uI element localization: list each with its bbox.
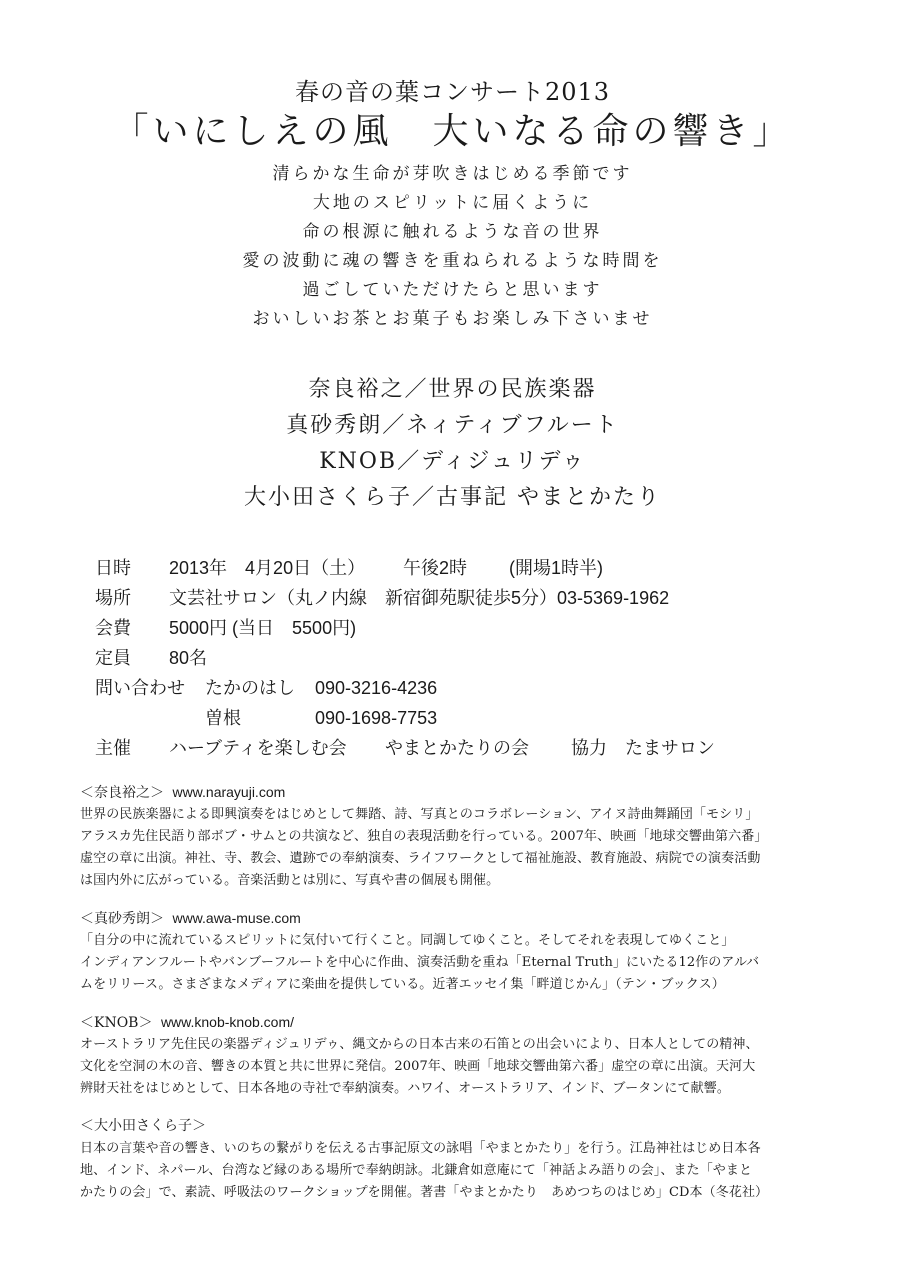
profile-url[interactable]: www.narayuji.com [172,784,286,800]
date-value: 2013年 4月20日（土） [169,558,366,578]
door-open-value: (開場1時半) [509,558,603,578]
fee-row [95,613,875,643]
performer-item: 真砂秀朗／ネィティブフルート [286,413,619,438]
host-label: 主催 [95,738,131,758]
profile-name: ＜大小田さくら子＞ [80,1118,206,1134]
profile-text: インディアンフルートやバンブーフルートを中心に作曲、演奏活動を重ね「Eternal Truth」にいたる12作のアルバ [80,955,760,970]
venue-label: 場所 [95,588,131,608]
profile-text: 地、インド、ネパール、台湾など縁のある場所で奉納朗詠。北鎌倉如意庵にて「神話よみ語りの会」、また「やまと [80,1163,753,1178]
profile-masago [80,906,840,996]
concert-title: 「いにしえの風 大いなる命の響き」 [112,111,793,152]
contact-name: 曽根 [205,708,241,728]
profile-text: 「自分の中に流れているスピリットに気付いて行くこと。同調してゆくこと。そしてそれを表現してゆくこと」 [80,933,735,948]
profile-text: 辨財天社をはじめとして、日本各地の寺社で奉納演奏。ハワイ、オーストラリア、インド、ブータンにて献響。 [80,1081,730,1096]
intro-text [0,160,905,334]
profile-url[interactable]: www.knob-knob.com/ [160,1014,294,1030]
datetime-label: 日時 [95,558,131,578]
datetime-row [95,553,875,583]
time-value: 午後2時 [403,558,468,578]
profile-name: ＜奈良裕之＞ [80,785,164,801]
host-org: ハーブティを楽しむ会 [169,738,347,758]
contact-row [95,673,875,703]
profile-ooda [80,1114,840,1204]
profile-url[interactable]: www.awa-muse.com [172,910,301,926]
host-org: やまとかたりの会 [385,738,529,758]
fee-value: 5000円 (当日 5500円) [169,618,357,638]
performer-profiles [80,780,840,1218]
cooperation-label: 協力 [571,738,607,758]
contact-phone: 090-1698-7753 [315,708,438,728]
intro-line: 愛の波動に魂の響きを重ねられるような時間を [242,251,663,271]
profile-text: オーストラリア先住民の楽器ディジュリデゥ、縄文からの日本古来の石笛との出会いにより、日本人としての精神、 [80,1037,759,1052]
capacity-label: 定員 [95,648,131,668]
concert-subtitle: 春の音の葉コンサート2013 [294,78,611,106]
intro-line: 過ごしていただけたらと思います [302,280,603,300]
cooperation-value: たまサロン [625,738,715,758]
venue-value: 文芸社サロン（丸ノ内線 新宿御苑駅徒歩5分）03-5369-1962 [169,588,670,608]
profile-text: ムをリリース。さまざまなメディアに楽曲を提供している。近著エッセイ集「畔道じかん」（テン・ブックス） [80,977,725,992]
profile-name: ＜KNOB＞ [80,1015,153,1031]
contact-row [95,703,875,733]
profile-text: 虚空の章に出演。神社、寺、教会、遺跡での奉納演奏、ライフワークとして福祉施設、教育施設、病院での演奏活動 [80,851,761,866]
intro-line: おいしいお茶とお菓子もお楽しみ下さいませ [252,309,653,329]
capacity-value: 80名 [169,648,208,668]
intro-line: 大地のスピリットに届くように [312,193,593,213]
performer-item: 奈良裕之／世界の民族楽器 [308,377,597,402]
performer-list [0,372,905,516]
profile-text: 日本の言葉や音の響き、いのちの繋がりを伝える古事記原文の詠唱「やまとかたり」を行う。江島神社はじめ日本各 [80,1141,761,1156]
profile-knob [80,1010,840,1100]
venue-row [95,583,875,613]
profile-text: 文化を空洞の木の音、響きの本質と共に世界に発信。2007年、映画「地球交響曲第六番」虚空の章に出演。天河大 [80,1059,756,1074]
event-details [95,553,875,763]
profile-text: 世界の民族楽器による即興演奏をはじめとして舞踏、詩、写真とのコラボレーション、アイヌ詩曲舞踊団「モシリ」 [80,807,759,822]
profile-text: アラスカ先住民語り部ボブ・サムとの共演など、独自の表現活動を行っている。2007年、映画「地球交響曲第六番」 [80,829,768,844]
intro-line: 清らかな生命が芽吹きはじめる季節です [272,164,633,184]
performer-item: 大小田さくら子／古事記 やまとかたり [244,485,661,510]
profile-nara [80,780,840,892]
contact-label: 問い合わせ [95,678,185,698]
profile-text: は国内外に広がっている。音楽活動とは別に、写真や書の個展も開催。 [80,873,500,888]
fee-label: 会費 [95,618,131,638]
contact-name: たかのはし [205,678,295,698]
intro-line: 命の根源に触れるような音の世界 [302,222,603,242]
host-row [95,733,875,763]
profile-name: ＜真砂秀朗＞ [80,911,164,927]
contact-phone: 090-3216-4236 [315,678,438,698]
profile-text: かたりの会」で、素読、呼吸法のワークショップを開催。著書「やまとかたり あめつちのはじめ」CD本（冬花社） [80,1185,769,1200]
capacity-row [95,643,875,673]
performer-item: KNOB／ディジュリデゥ [319,449,586,474]
